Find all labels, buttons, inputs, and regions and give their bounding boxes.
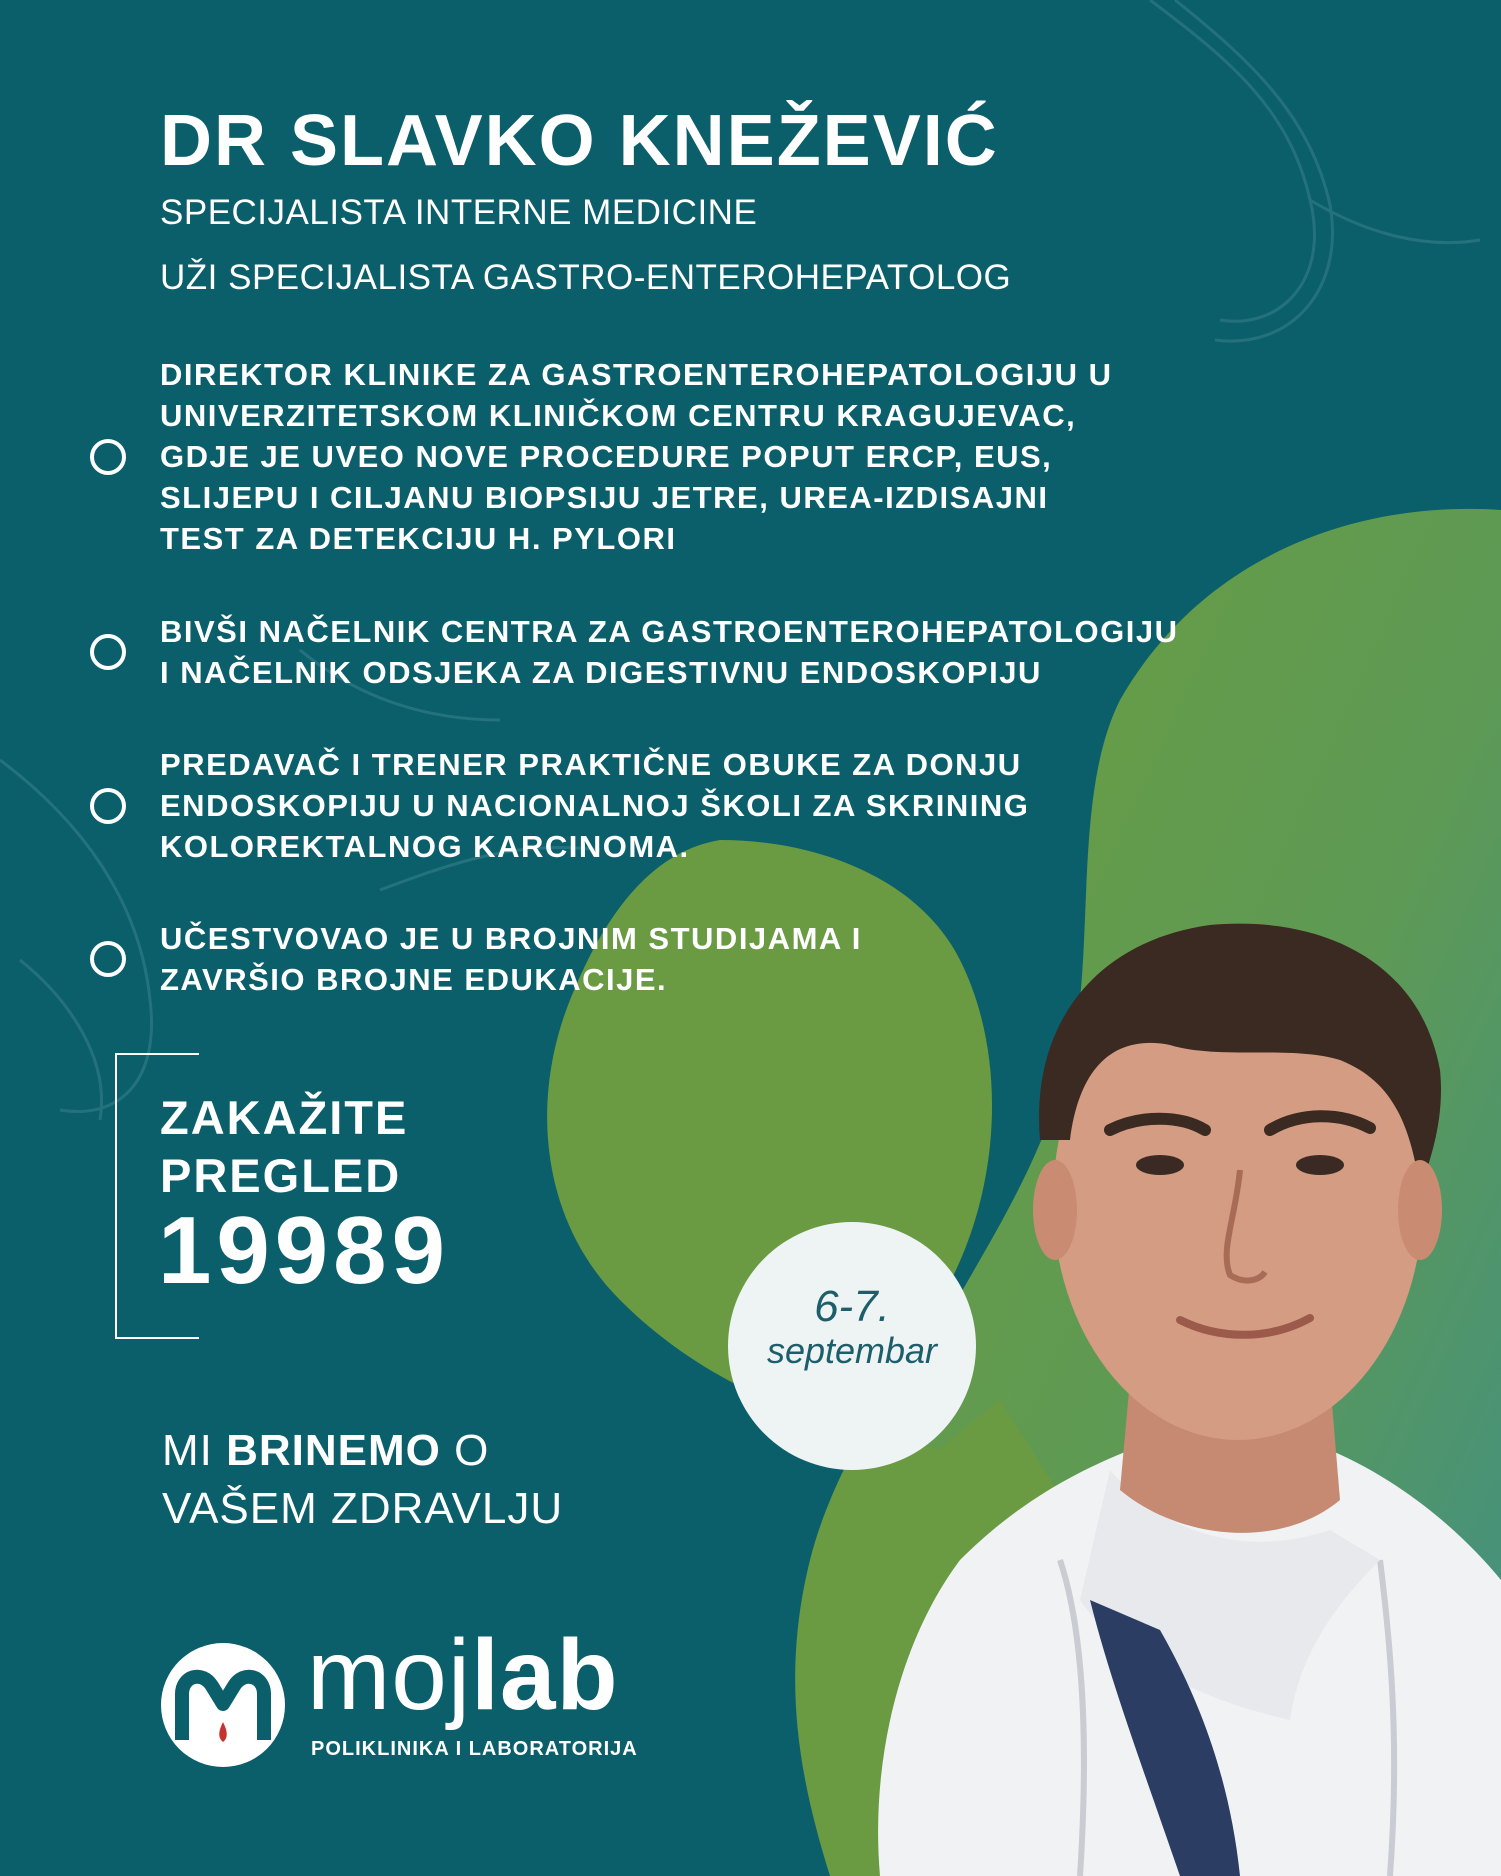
phone-number[interactable]: 19989 — [158, 1197, 450, 1304]
specialty-line-2: UŽI SPECIJALISTA GASTRO-ENTEROHEPATOLOG — [160, 258, 1012, 297]
cta-line-2: PREGLED — [160, 1149, 402, 1202]
brand-name: mojlab — [307, 1619, 619, 1731]
bullet-item — [90, 918, 862, 1000]
doctor-name: DR SLAVKO KNEŽEVIĆ — [160, 101, 999, 181]
bullet-item — [90, 354, 1113, 559]
circle-bullet-icon — [90, 788, 126, 824]
cta-line-1: ZAKAŽITE — [160, 1091, 409, 1144]
circle-bullet-icon — [90, 634, 126, 670]
specialty-line-1: SPECIJALISTA INTERNE MEDICINE — [160, 193, 758, 232]
brand-tagline: POLIKLINIKA I LABORATORIJA — [311, 1738, 638, 1760]
date-month: septembar — [766, 1330, 938, 1371]
bullet-item — [90, 744, 1029, 867]
circle-bullet-icon — [90, 439, 126, 475]
bullet-text: UČESTVOVAO JE U BROJNIM STUDIJAMA I ZAVRŠIO BROJNE EDUKACIJE. — [160, 921, 862, 997]
circle-bullet-icon — [90, 941, 126, 977]
date-badge — [728, 1222, 976, 1470]
bullet-text: DIREKTOR KLINIKE ZA GASTROENTEROHEPATOLOGIJU U UNIVERZITETSKOM KLINIČKOM CENTRU KRAGUJEVAC, GDJE JE UVEO NOVE PROCEDURE POPUT ERCP, EUS, SLIJEPU I CILJANU BIOPSIJU JETRE, UREA-IZDISAJNI TEST ZA DETEKCIJU H. PYLORI — [160, 357, 1113, 556]
mojlab-logo-icon — [160, 1642, 286, 1768]
bullet-text: PREDAVAČ I TRENER PRAKTIČNE OBUKE ZA DONJU ENDOSKOPIJU U NACIONALNOJ ŠKOLI ZA SKRINING KOLOREKTALNOG KARCINOMA. — [160, 747, 1030, 864]
bullet-item — [90, 611, 1178, 693]
bullet-text: BIVŠI NAČELNIK CENTRA ZA GASTROENTEROHEPATOLOGIJU I NAČELNIK ODSJEKA ZA DIGESTIVNU ENDOSKOPIJU — [160, 614, 1179, 690]
slogan-line-1: MI BRINEMO O — [162, 1426, 490, 1475]
slogan-line-2: VAŠEM ZDRAVLJU — [162, 1484, 564, 1533]
date-days: 6-7. — [814, 1282, 890, 1331]
